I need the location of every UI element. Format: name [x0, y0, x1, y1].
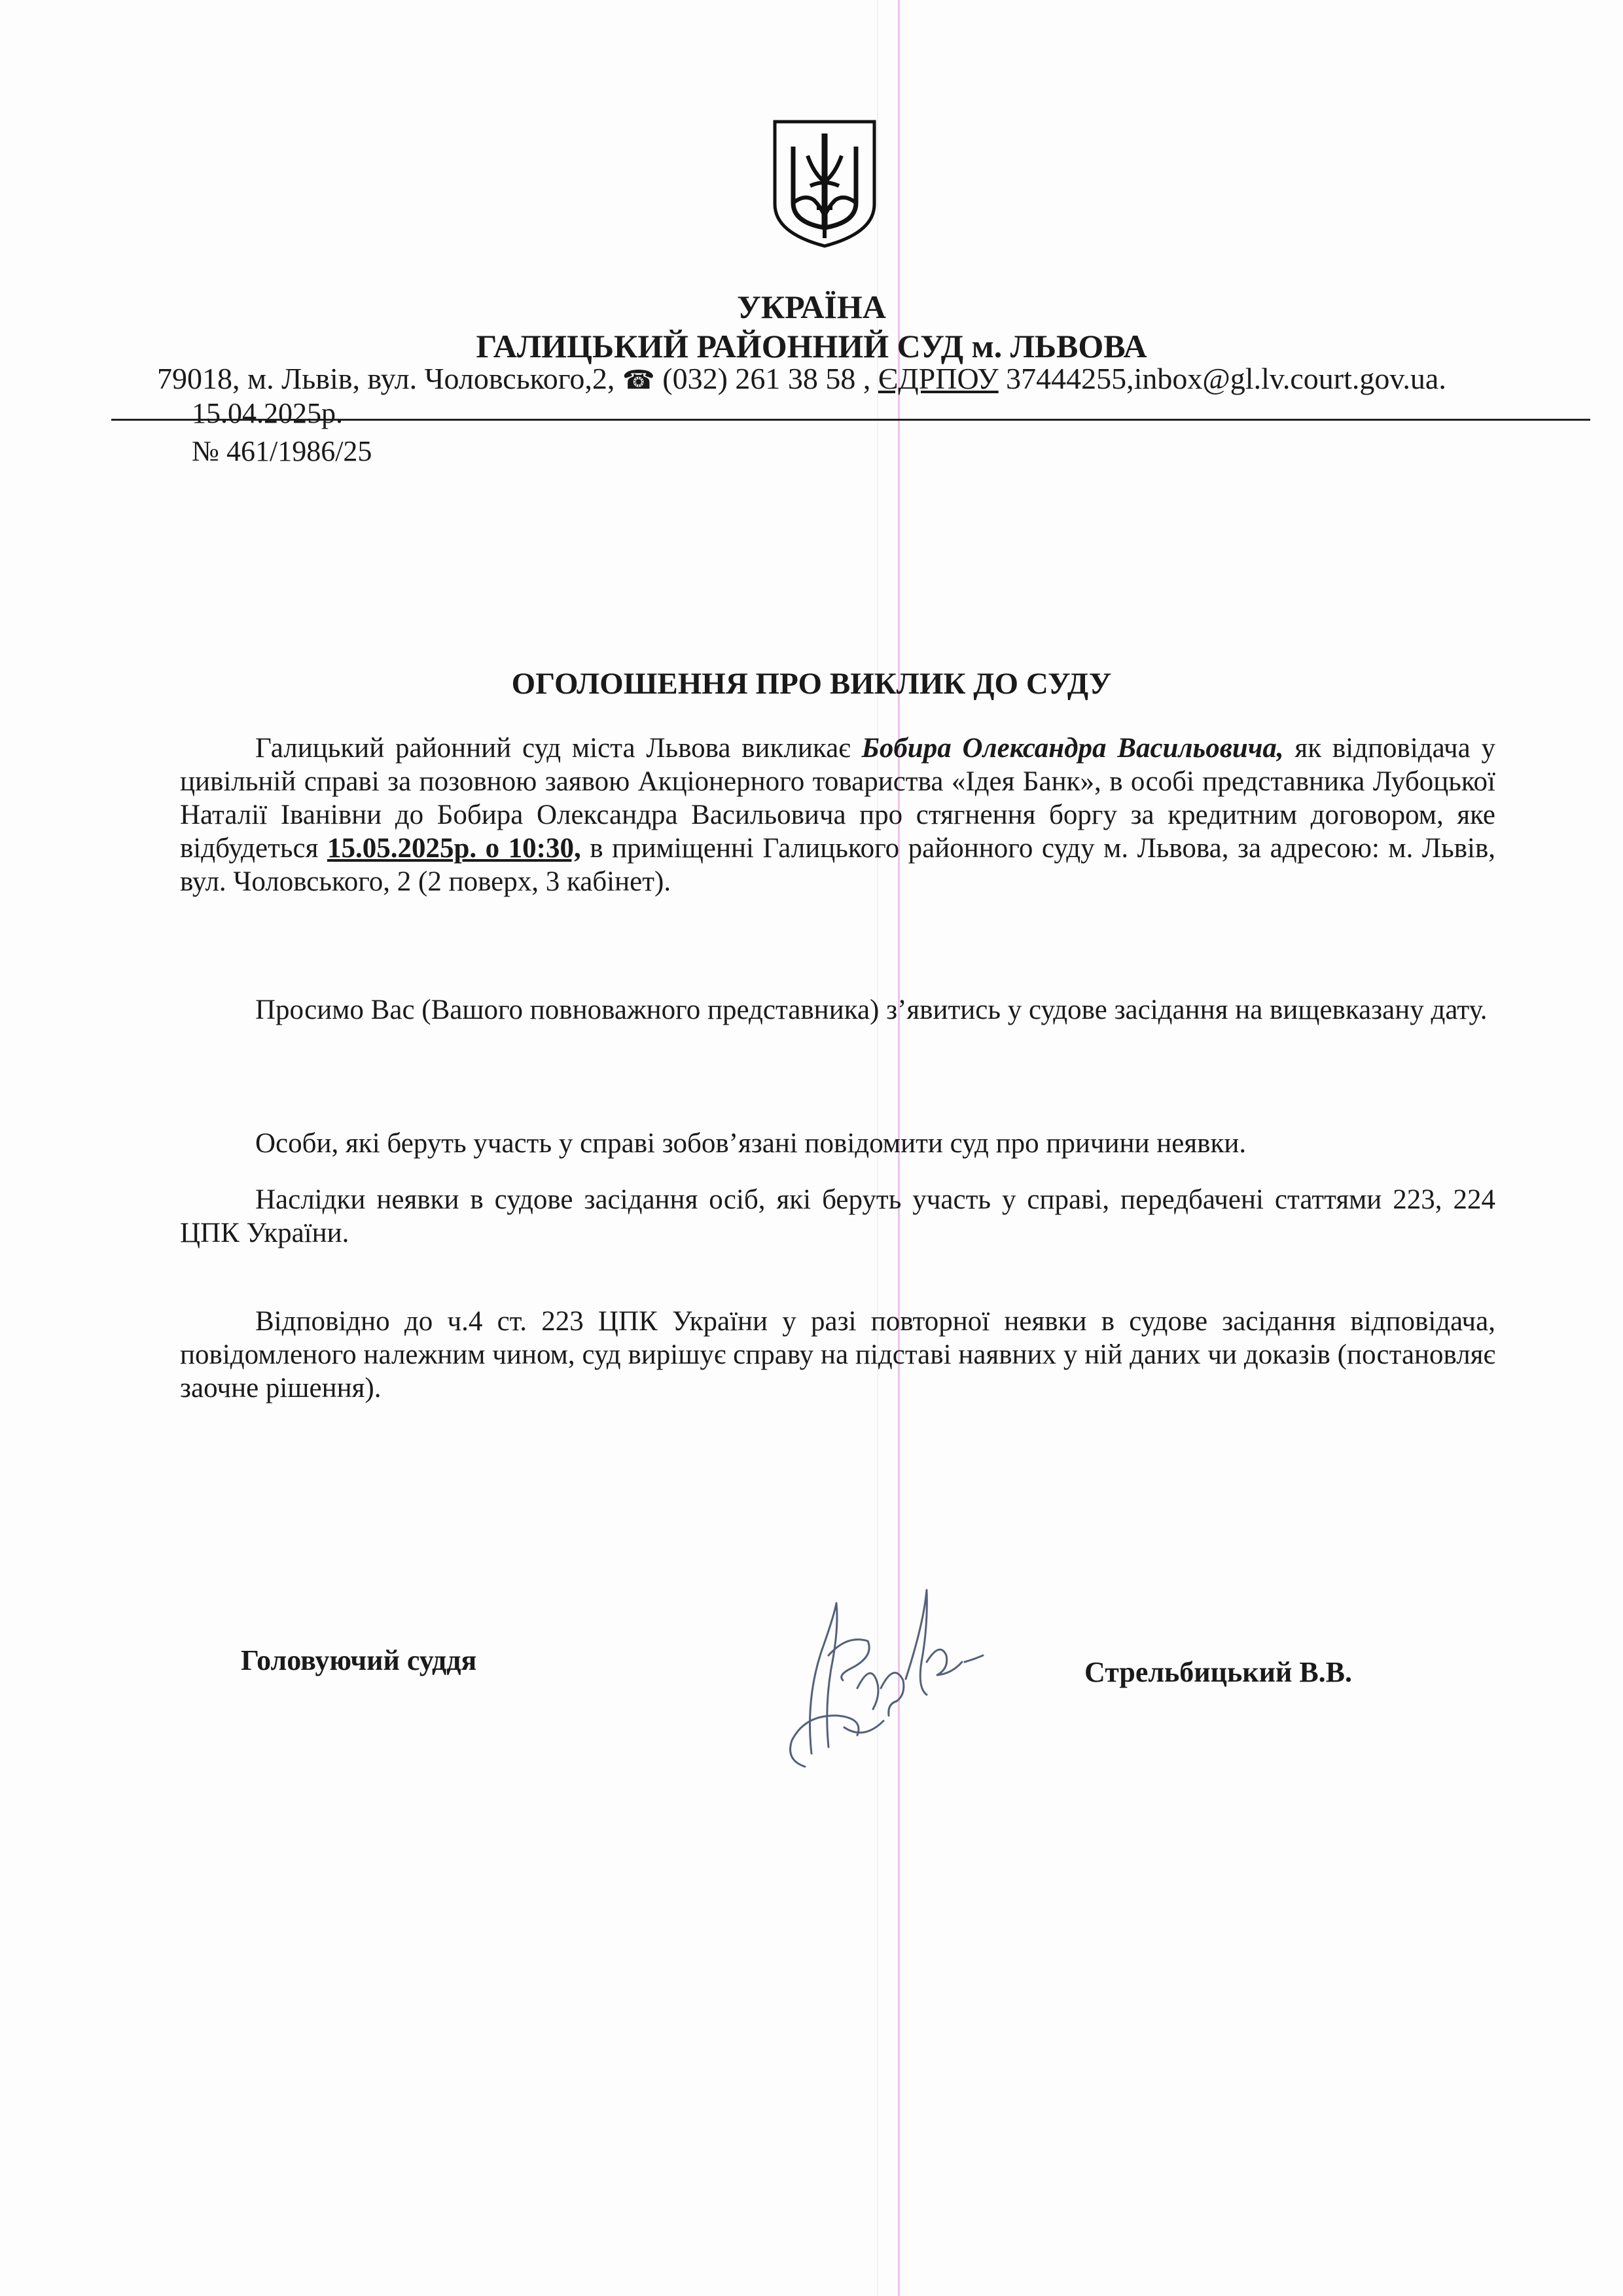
- appearance-request-paragraph: [180, 993, 1495, 1027]
- default-judgment-paragraph: [180, 1305, 1495, 1405]
- default-judgment-text: Відповідно до ч.4 ст. 223 ЦПК України у разі повторної неявки в судове засідання відповідача, повідомленого належним чином, суд вирішує справу на підставі наявних у ній даних чи доказів (постановляє заочне рішення).: [180, 1306, 1495, 1404]
- summons-text-middle: як відповідача у цивільній справі за позовною заявою Акціонерного товариства «Ідея Банк», в особі представника Лубоцької Наталії Іванівни до Бобира Олександра Васильовича про стягнення боргу за кредитним договором, яке відбудеться: [180, 733, 1495, 864]
- defendant-name: Бобира Олександра Васильовича,: [861, 733, 1284, 764]
- court-heading: ГАЛИЦЬКИЙ РАЙОННИЙ СУД м. ЛЬВОВА: [476, 328, 1147, 364]
- summons-text-start: Галицький районний суд міста Львова викликає: [255, 733, 862, 764]
- document-date: 15.04.2025р.: [192, 397, 343, 429]
- court-phone: (032) 261 38 58 ,: [654, 362, 878, 395]
- court-contacts: [157, 361, 1446, 396]
- handwritten-signature: [766, 1564, 988, 1780]
- coat-of-arms-icon: [771, 118, 878, 249]
- absence-notice-paragraph: [180, 1127, 1495, 1160]
- presiding-judge-label: Головуючий суддя: [241, 1644, 477, 1676]
- absence-notice-text: Особи, які беруть участь у справі зобов’язані повідомити суд про причини неявки.: [255, 1128, 1247, 1159]
- consequences-text: Наслідки неявки в судове засідання осіб, які беруть участь у справі, передбачені статтями 223, 224 ЦПК України.: [180, 1184, 1495, 1248]
- hearing-datetime: 15.05.2025р. о 10:30,: [327, 833, 581, 864]
- appearance-request-text: Просимо Вас (Вашого повноважного представника) з’явитись у судове засідання на вищевказану дату.: [255, 995, 1488, 1025]
- edrpou-label: ЄДРПОУ: [878, 362, 999, 395]
- case-number: № 461/1986/25: [192, 435, 372, 467]
- court-address: 79018, м. Львів, вул. Чоловського,2,: [157, 362, 622, 395]
- edrpou-and-email: 37444255,inbox@gl.lv.court.gov.ua.: [998, 362, 1446, 395]
- consequences-paragraph: [180, 1183, 1495, 1250]
- summons-text-end: в приміщенні Галицького районного суду м. Львова, за адресою: м. Львів, вул. Чоловського, 2 (2 поверх, 3 кабінет).: [180, 833, 1496, 897]
- phone-icon: ☎: [622, 365, 655, 395]
- judge-name: Стрельбицький В.В.: [1084, 1656, 1353, 1688]
- document-title: ОГОЛОШЕННЯ ПРО ВИКЛИК ДО СУДУ: [511, 667, 1112, 701]
- country-heading: УКРАЇНА: [737, 289, 886, 325]
- summons-paragraph: [180, 732, 1495, 898]
